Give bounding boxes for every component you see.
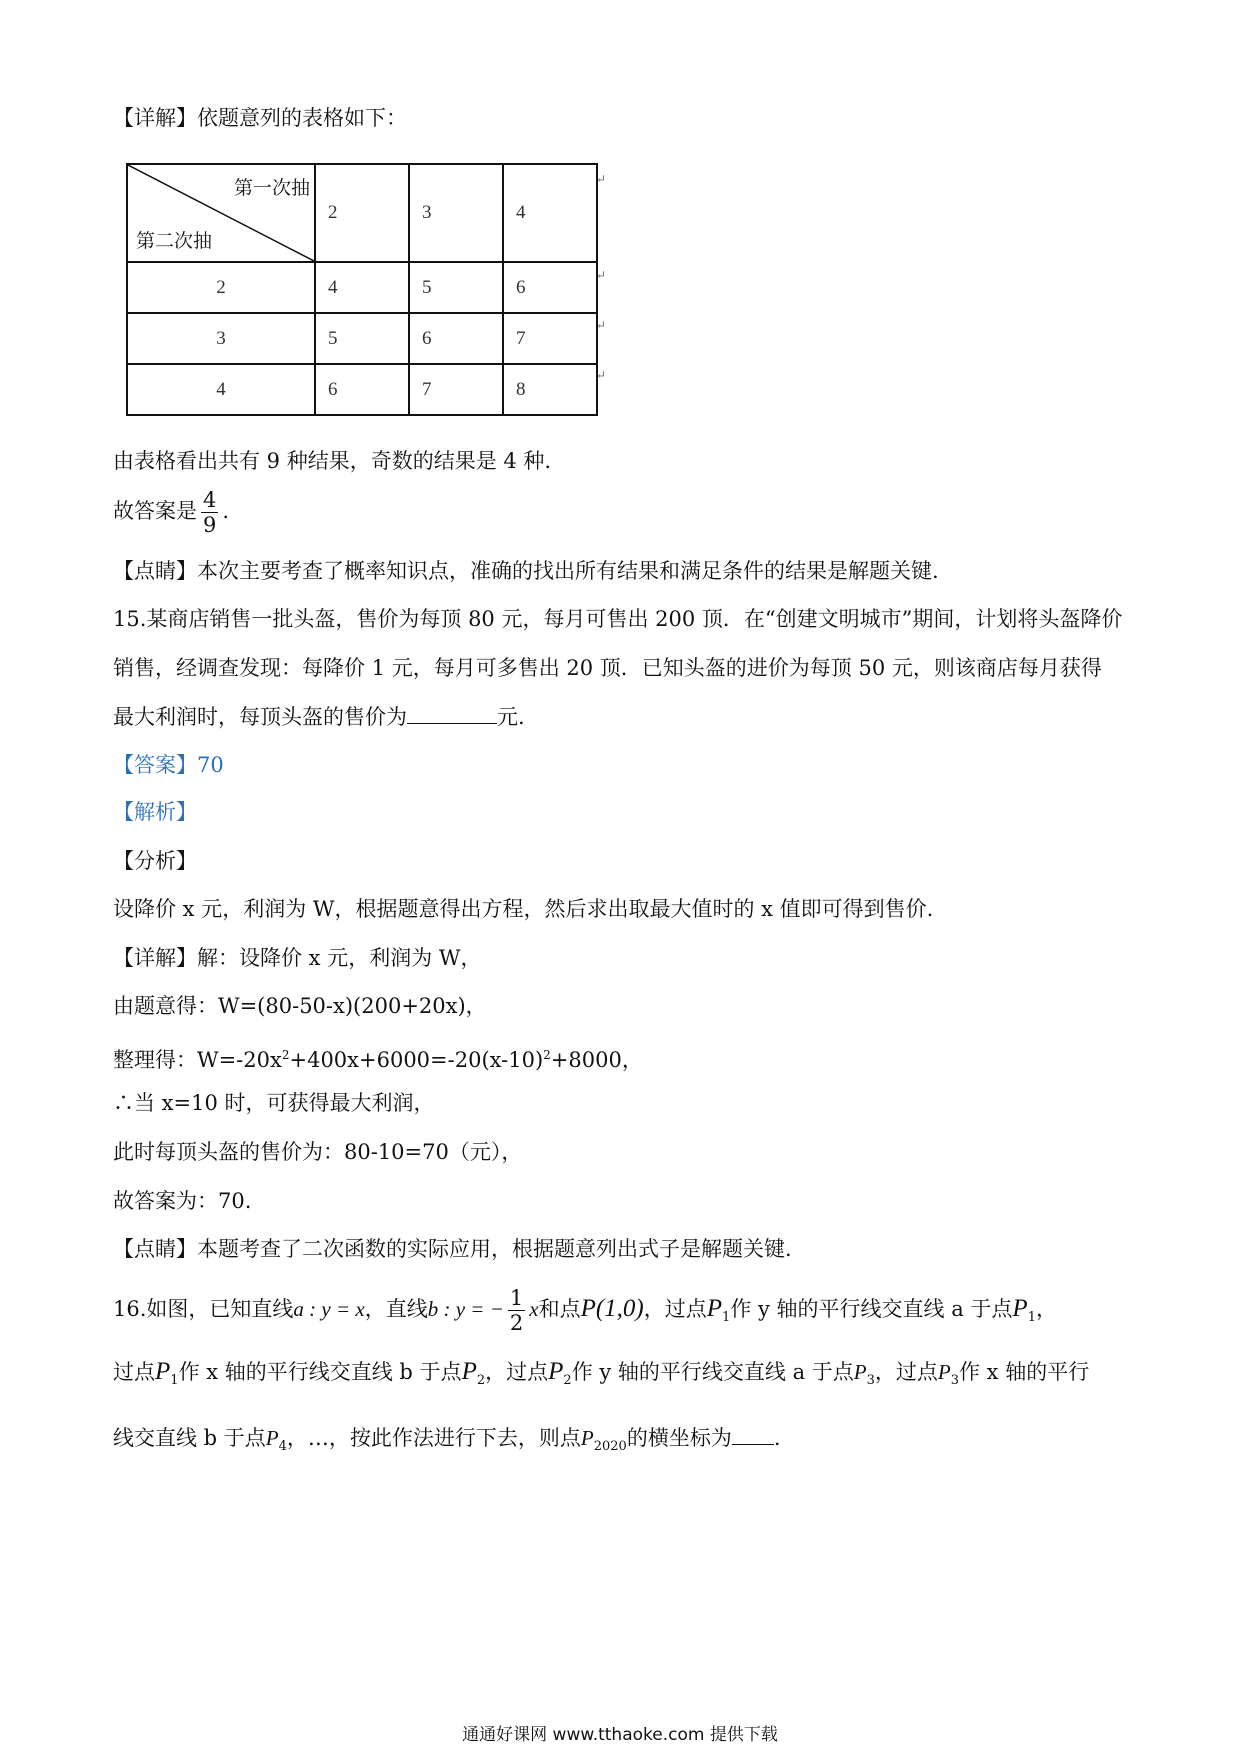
comment-14: 【点睛】本次主要考查了概率知识点，准确的找出所有结果和满足条件的结果是解题关键. — [113, 559, 939, 583]
q16-text: ，过点 — [485, 1360, 549, 1384]
subscript: 3 — [950, 1373, 959, 1389]
q16-text: 线交直线 b 于点 — [113, 1426, 266, 1450]
table-cell: 6 — [409, 313, 503, 364]
x-variable: x — [529, 1297, 539, 1321]
point-p: P(1,0) — [580, 1295, 644, 1322]
fraction-denominator: 9 — [203, 513, 217, 537]
q16-text: 的横坐标为 — [626, 1426, 732, 1450]
table-header-row — [127, 164, 597, 262]
line-b-equation: b : y = − — [427, 1297, 504, 1321]
subscript: 2 — [563, 1373, 572, 1389]
header-first-draw: 第一次抽 — [233, 177, 310, 199]
point-label: P — [461, 1358, 477, 1385]
table-cell: 4 — [315, 262, 409, 313]
answer-line — [113, 486, 229, 537]
answer-prefix: 故答案是 — [113, 499, 197, 523]
table-row — [127, 262, 597, 313]
subscript: 2 — [476, 1373, 486, 1389]
subscript: 2020 — [593, 1439, 627, 1455]
question-15-line-1: 15.某商店销售一批头盔，售价为每顶 80 元，每月可售出 200 顶．在“创建文明城市”期间，计划将头盔降价 — [113, 607, 1123, 631]
point-label: P — [265, 1426, 279, 1450]
result-text: 由表格看出共有 9 种结果，奇数的结果是 4 种. — [113, 449, 552, 473]
q16-text: 和点 — [538, 1297, 581, 1321]
exponent: 2 — [281, 1048, 290, 1062]
subscript: 1 — [170, 1373, 179, 1389]
answer-blank — [407, 705, 497, 724]
question-15-text: 最大利润时，每顶头盔的售价为 — [113, 705, 407, 729]
question-16-line-2 — [113, 1352, 1089, 1401]
q16-text: ， — [1035, 1297, 1057, 1321]
answer-blank — [732, 1426, 774, 1445]
table-col-header: 4 — [503, 164, 597, 262]
q16-text: 16.如图，已知直线 — [113, 1297, 294, 1321]
equation-part: 整理得：W=-20x — [113, 1048, 282, 1072]
q16-text: ，…，按此作法进行下去，则点 — [286, 1426, 581, 1450]
answer-suffix: . — [222, 499, 230, 523]
answer-15: 【答案】70 — [113, 753, 224, 777]
detail-15-line-1: 【详解】解：设降价 x 元，利润为 W， — [113, 946, 482, 970]
subscript: 1 — [1027, 1310, 1036, 1326]
point-label: P — [853, 1360, 867, 1384]
paragraph-mark-icon: ↵ — [596, 318, 607, 332]
point-label: P — [580, 1426, 594, 1450]
page-footer: 通通好课网 www.tthaoke.com 提供下载 — [462, 1725, 778, 1745]
table-row — [127, 364, 597, 415]
q16-text: ，过点 — [874, 1360, 938, 1384]
fenxi-text: 设降价 x 元，利润为 W，根据题意得出方程，然后求出取最大值时的 x 值即可得到售价. — [113, 897, 934, 921]
table-col-header: 3 — [409, 164, 503, 262]
fraction-numerator: 1 — [509, 1286, 524, 1310]
q16-text: . — [773, 1426, 781, 1450]
paragraph-mark-icon: ↵ — [596, 368, 607, 382]
paragraph-mark-icon: ↵ — [596, 268, 607, 282]
table-cell: 7 — [409, 364, 503, 415]
exponent: 2 — [543, 1048, 551, 1062]
subscript: 1 — [722, 1310, 731, 1326]
question-16-line-1 — [113, 1282, 1057, 1345]
table-row — [127, 313, 597, 364]
detail-15-line-3 — [113, 1040, 643, 1075]
point-label: P — [548, 1358, 564, 1385]
table-cell: 6 — [315, 364, 409, 415]
q16-text: 作 x 轴的平行 — [959, 1360, 1090, 1384]
table-row-header: 3 — [127, 313, 315, 364]
fenxi-label: 【分析】 — [113, 849, 197, 873]
subscript: 3 — [866, 1373, 875, 1389]
subscript: 4 — [278, 1439, 287, 1455]
question-15-line-2: 销售，经调查发现：每降价 1 元，每月可多售出 20 顶．已知头盔的进价为每顶 50 元，则该商店每月获得 — [113, 656, 1102, 680]
table-cell: 5 — [409, 262, 503, 313]
table-cell: 8 — [503, 364, 597, 415]
analysis-label: 【解析】 — [113, 800, 197, 824]
comment-15: 【点睛】本题考查了二次函数的实际应用，根据题意列出式子是解题关键. — [113, 1237, 792, 1261]
point-label: P — [1012, 1295, 1028, 1322]
line-a-equation: a : y = x — [293, 1297, 365, 1321]
header-second-draw: 第二次抽 — [136, 230, 213, 252]
point-label: P — [706, 1295, 723, 1322]
answer-fraction — [201, 488, 218, 537]
table-cell: 5 — [315, 313, 409, 364]
equation-part: +400x+6000=-20(x-10) — [289, 1048, 544, 1072]
q16-text: 作 y 轴的平行线交直线 a 于点 — [571, 1360, 854, 1384]
q16-text: 过点 — [113, 1360, 155, 1384]
table-row-header: 2 — [127, 262, 315, 313]
q16-text: ，过点 — [643, 1297, 707, 1321]
table-cell: 6 — [503, 262, 597, 313]
table-col-header: 2 — [315, 164, 409, 262]
detail-15-line-2: 由题意得：W=(80-50-x)(200+20x)， — [113, 994, 487, 1018]
table-cell: 7 — [503, 313, 597, 364]
outcome-table — [126, 163, 598, 416]
point-label: P — [937, 1360, 951, 1384]
question-16-line-3 — [113, 1418, 781, 1467]
detail-15-line-5: 此时每顶头盔的售价为：80-10=70（元）， — [113, 1140, 523, 1164]
fraction-denominator: 2 — [509, 1311, 524, 1335]
question-15-unit: 元. — [497, 705, 525, 729]
detail-15-line-6: 故答案为：70. — [113, 1189, 252, 1213]
q16-text: 作 y 轴的平行线交直线 a 于点 — [730, 1297, 1013, 1321]
q16-text: 作 x 轴的平行线交直线 b 于点 — [178, 1360, 462, 1384]
table-row-header: 4 — [127, 364, 315, 415]
detail-15-line-4: ∴当 x=10 时，可获得最大利润， — [113, 1091, 435, 1115]
question-15-line-3 — [113, 702, 525, 732]
paragraph-mark-icon: ↵ — [596, 172, 607, 186]
point-label: P — [155, 1358, 171, 1385]
equation-part: +8000， — [550, 1048, 643, 1072]
table-corner-cell — [127, 164, 315, 262]
half-fraction — [508, 1286, 525, 1335]
fraction-numerator: 4 — [203, 488, 217, 512]
q16-text: ，直线 — [364, 1297, 428, 1321]
detail-heading: 【详解】依题意列的表格如下： — [113, 106, 407, 130]
